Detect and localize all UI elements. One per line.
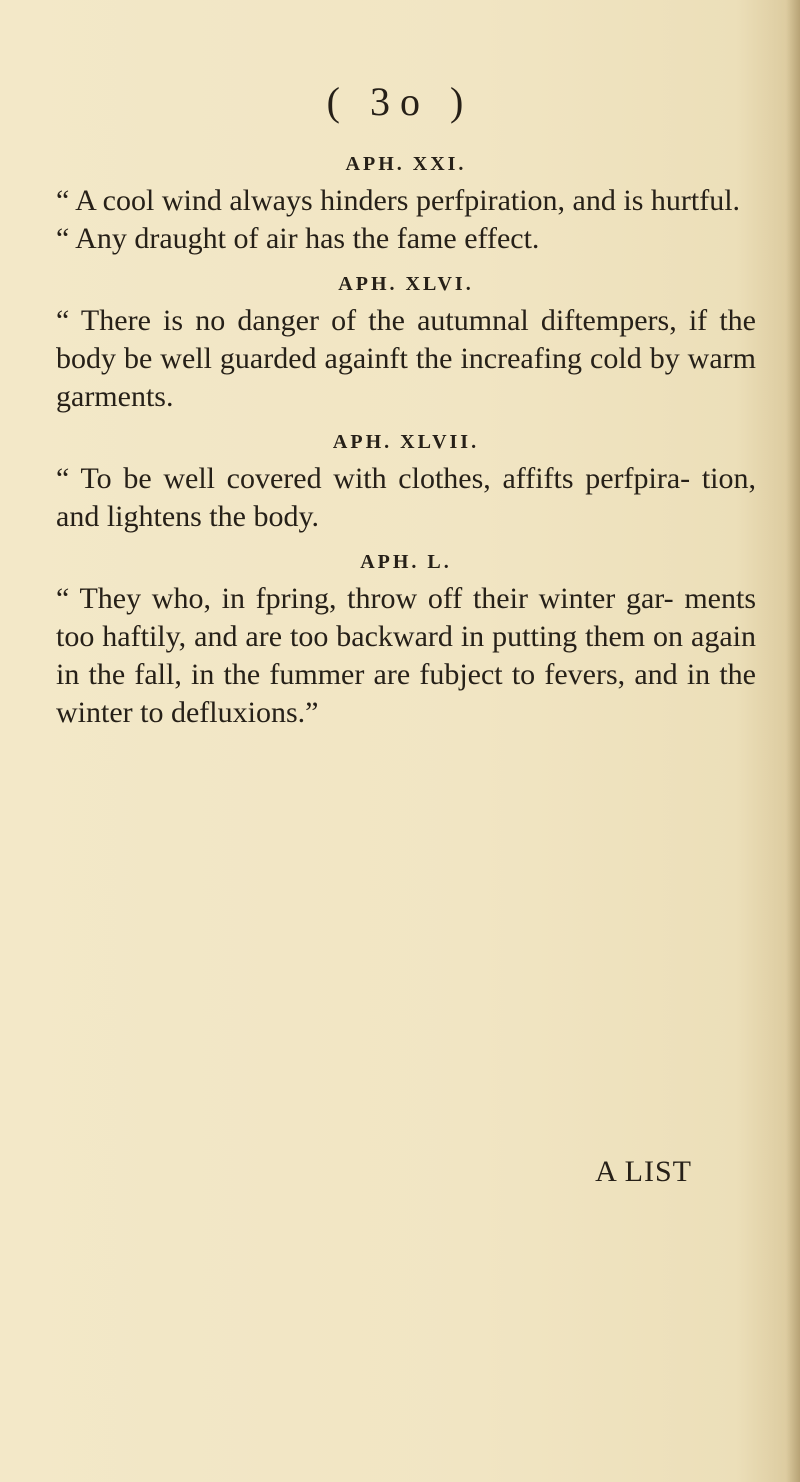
- aphorism-heading: APH. XLVII.: [332, 431, 480, 453]
- aphorism-heading: APH. L.: [360, 551, 452, 573]
- page-text: [56, 152, 756, 746]
- aphorism-21: [56, 152, 756, 258]
- aphorism-paragraph: “ There is no danger of the autumnal diftempers, if the body be well guarded againft the increafing cold by warm garments.: [56, 304, 756, 413]
- aphorism-heading: APH. XLVI.: [338, 273, 474, 295]
- aphorism-paragraph: “ They who, in fpring, throw off their winter gar- ments too haftily, and are too backward in putting them on again in the fall, in the fummer are fubject to fevers, and in the winter to defluxions.”: [56, 582, 756, 729]
- page-number: ( 3o ): [326, 79, 474, 124]
- catchword: A LIST: [595, 1155, 692, 1188]
- aphorism-46: [56, 272, 756, 416]
- aphorism-heading: APH. XXI.: [345, 153, 467, 175]
- aphorism-50: [56, 550, 756, 732]
- page-edge-shadow: [786, 0, 800, 1482]
- aphorism-paragraph: “ A cool wind always hinders perfpiration, and is hurtful.: [56, 184, 741, 217]
- aphorism-47: [56, 430, 756, 536]
- aphorism-paragraph: “ To be well covered with clothes, affifts perfpira- tion, and lightens the body.: [56, 462, 756, 533]
- aphorism-paragraph: “ Any draught of air has the fame effect.: [56, 222, 540, 255]
